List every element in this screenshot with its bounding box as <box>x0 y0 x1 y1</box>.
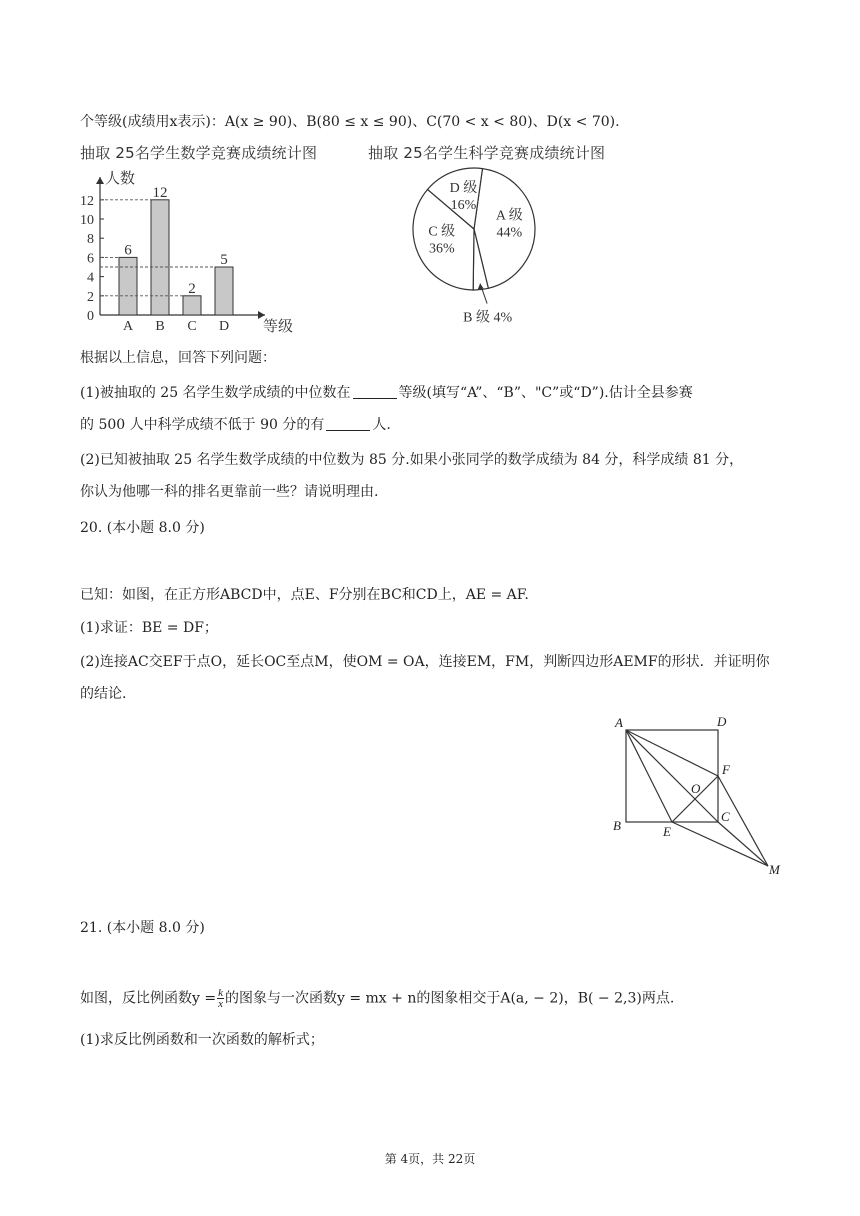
bar-category-label: B <box>155 319 165 334</box>
bar-category-label: C <box>187 319 197 334</box>
bar-y-tick-label: 2 <box>87 289 94 305</box>
bar-chart-title: 抽取 25名学生数学竞赛成绩统计图 <box>80 144 318 162</box>
pie-slice-label: C 级 <box>428 224 456 240</box>
q1-text-a: (1)被抽取的 25 名学生数学成绩的中位数在 <box>80 385 351 401</box>
bar-category-label: A <box>122 319 134 334</box>
label-point-c: C <box>721 809 730 824</box>
grade-definition-line: 个等级(成绩用x表示)：A(x ≥ 90)、B(80 ≤ x ≤ 90)、C(70 < x < 80)、D(x < 70). <box>80 114 620 130</box>
bar-y-tick-label: 4 <box>87 270 94 286</box>
problem-21-header: 21. (本小题 8.0 分) <box>80 920 205 936</box>
problem-21-q1: (1)求反比例函数和一次函数的解析式； <box>80 1032 324 1048</box>
bar-y-tick-label: 8 <box>87 232 94 248</box>
pie-chart <box>408 160 588 335</box>
pie-chart-title: 抽取 25名学生科学竞赛成绩统计图 <box>368 144 606 162</box>
p21-text-a: 如图，反比例函数y = <box>80 990 217 1007</box>
q2-line-1: (2)已知被抽取 25 名学生数学成绩的中位数为 85 分.如果小张同学的数学成绩为 84 分，科学成绩 81 分， <box>80 452 744 468</box>
problem-20-q1: (1)求证：BE = DF； <box>80 620 218 636</box>
q2-line-2: 你认为他哪一科的排名更靠前一些？请说明理由. <box>80 484 379 500</box>
questions-intro: 根据以上信息，回答下列问题： <box>80 350 276 366</box>
pie-b-percent: 4% <box>493 310 513 326</box>
label-point-a: A <box>615 715 623 730</box>
pie-slice-label: A 级 <box>495 208 523 224</box>
label-point-f: F <box>722 762 730 777</box>
bar-value-label: 2 <box>188 280 196 297</box>
pie-slice-percent: 36% <box>428 241 455 257</box>
bar-y-tick-label: 10 <box>80 213 94 228</box>
page-footer: 第 4页，共 22页 <box>384 1152 476 1166</box>
q1-text-d: 人. <box>372 417 391 433</box>
bar-y-arrow <box>96 177 104 184</box>
label-point-e: E <box>663 824 671 839</box>
answer-blank-2[interactable] <box>326 416 370 431</box>
bar-A <box>119 257 137 315</box>
q1-line-2 <box>80 415 391 435</box>
q1-line-1 <box>80 383 693 403</box>
pie-slice-label: D 级 <box>449 180 478 196</box>
label-point-d: D <box>717 714 727 729</box>
bar-y-axis-label: 人数 <box>105 171 136 187</box>
bar-value-label: 12 <box>152 184 168 201</box>
answer-blank-1[interactable] <box>353 384 397 399</box>
bar-C <box>183 296 201 315</box>
problem-20-q2-line-1: (2)连接AC交EF于点O，延长OC至点M，使OM = OA，连接EM，FM，判断四边形AEMF的形状．并证明你 <box>80 654 770 670</box>
problem-20-given: 已知：如图，在正方形ABCD中，点E、F分别在BC和CD上，AE = AF. <box>80 587 529 603</box>
segment-af <box>626 730 718 776</box>
square-geometry-figure <box>605 710 805 880</box>
bar-D <box>215 267 233 315</box>
bar-category-label: D <box>218 319 230 334</box>
segment-ae <box>626 730 672 822</box>
fraction-denominator: x <box>218 998 223 1010</box>
bar-x-axis-label: 等级 <box>263 319 294 335</box>
bar-value-label: 5 <box>220 252 228 268</box>
q1-text-c: 的 500 人中科学成绩不低于 90 分的有 <box>80 417 325 433</box>
problem-20-header: 20. (本小题 8.0 分) <box>80 520 205 536</box>
problem-20-q2-line-2: 的结论. <box>80 686 127 702</box>
p21-text-b: 的图象与一次函数y = mx + n的图象相交于A(a, − 2)，B( − 2,3)两点. <box>224 990 675 1007</box>
bar-chart <box>70 165 320 335</box>
bar-y-tick-label: 6 <box>87 251 94 267</box>
problem-21-statement <box>80 988 674 1009</box>
q1-text-b: 等级(填写“A”、“B”、"C”或“D”).估计全县参赛 <box>398 385 693 401</box>
bar-B <box>151 200 169 315</box>
label-point-o: O <box>691 781 701 796</box>
bar-x-arrow <box>258 311 265 319</box>
pie-slice-percent: 16% <box>450 197 477 213</box>
diagonal-ac <box>626 730 718 822</box>
label-point-b: B <box>613 818 621 833</box>
bar-y-tick-label: 0 <box>87 309 94 324</box>
label-point-m: M <box>769 862 780 877</box>
bar-y-tick-label: 12 <box>80 193 94 209</box>
segment-em <box>672 822 768 866</box>
bar-value-label: 6 <box>124 242 132 259</box>
segment-cm <box>718 822 768 866</box>
pie-slice-percent: 44% <box>496 225 523 241</box>
fraction-k-over-x <box>217 988 224 1009</box>
pie-b-label: B 级 4% <box>463 310 513 326</box>
fraction-numerator: k <box>218 987 223 999</box>
